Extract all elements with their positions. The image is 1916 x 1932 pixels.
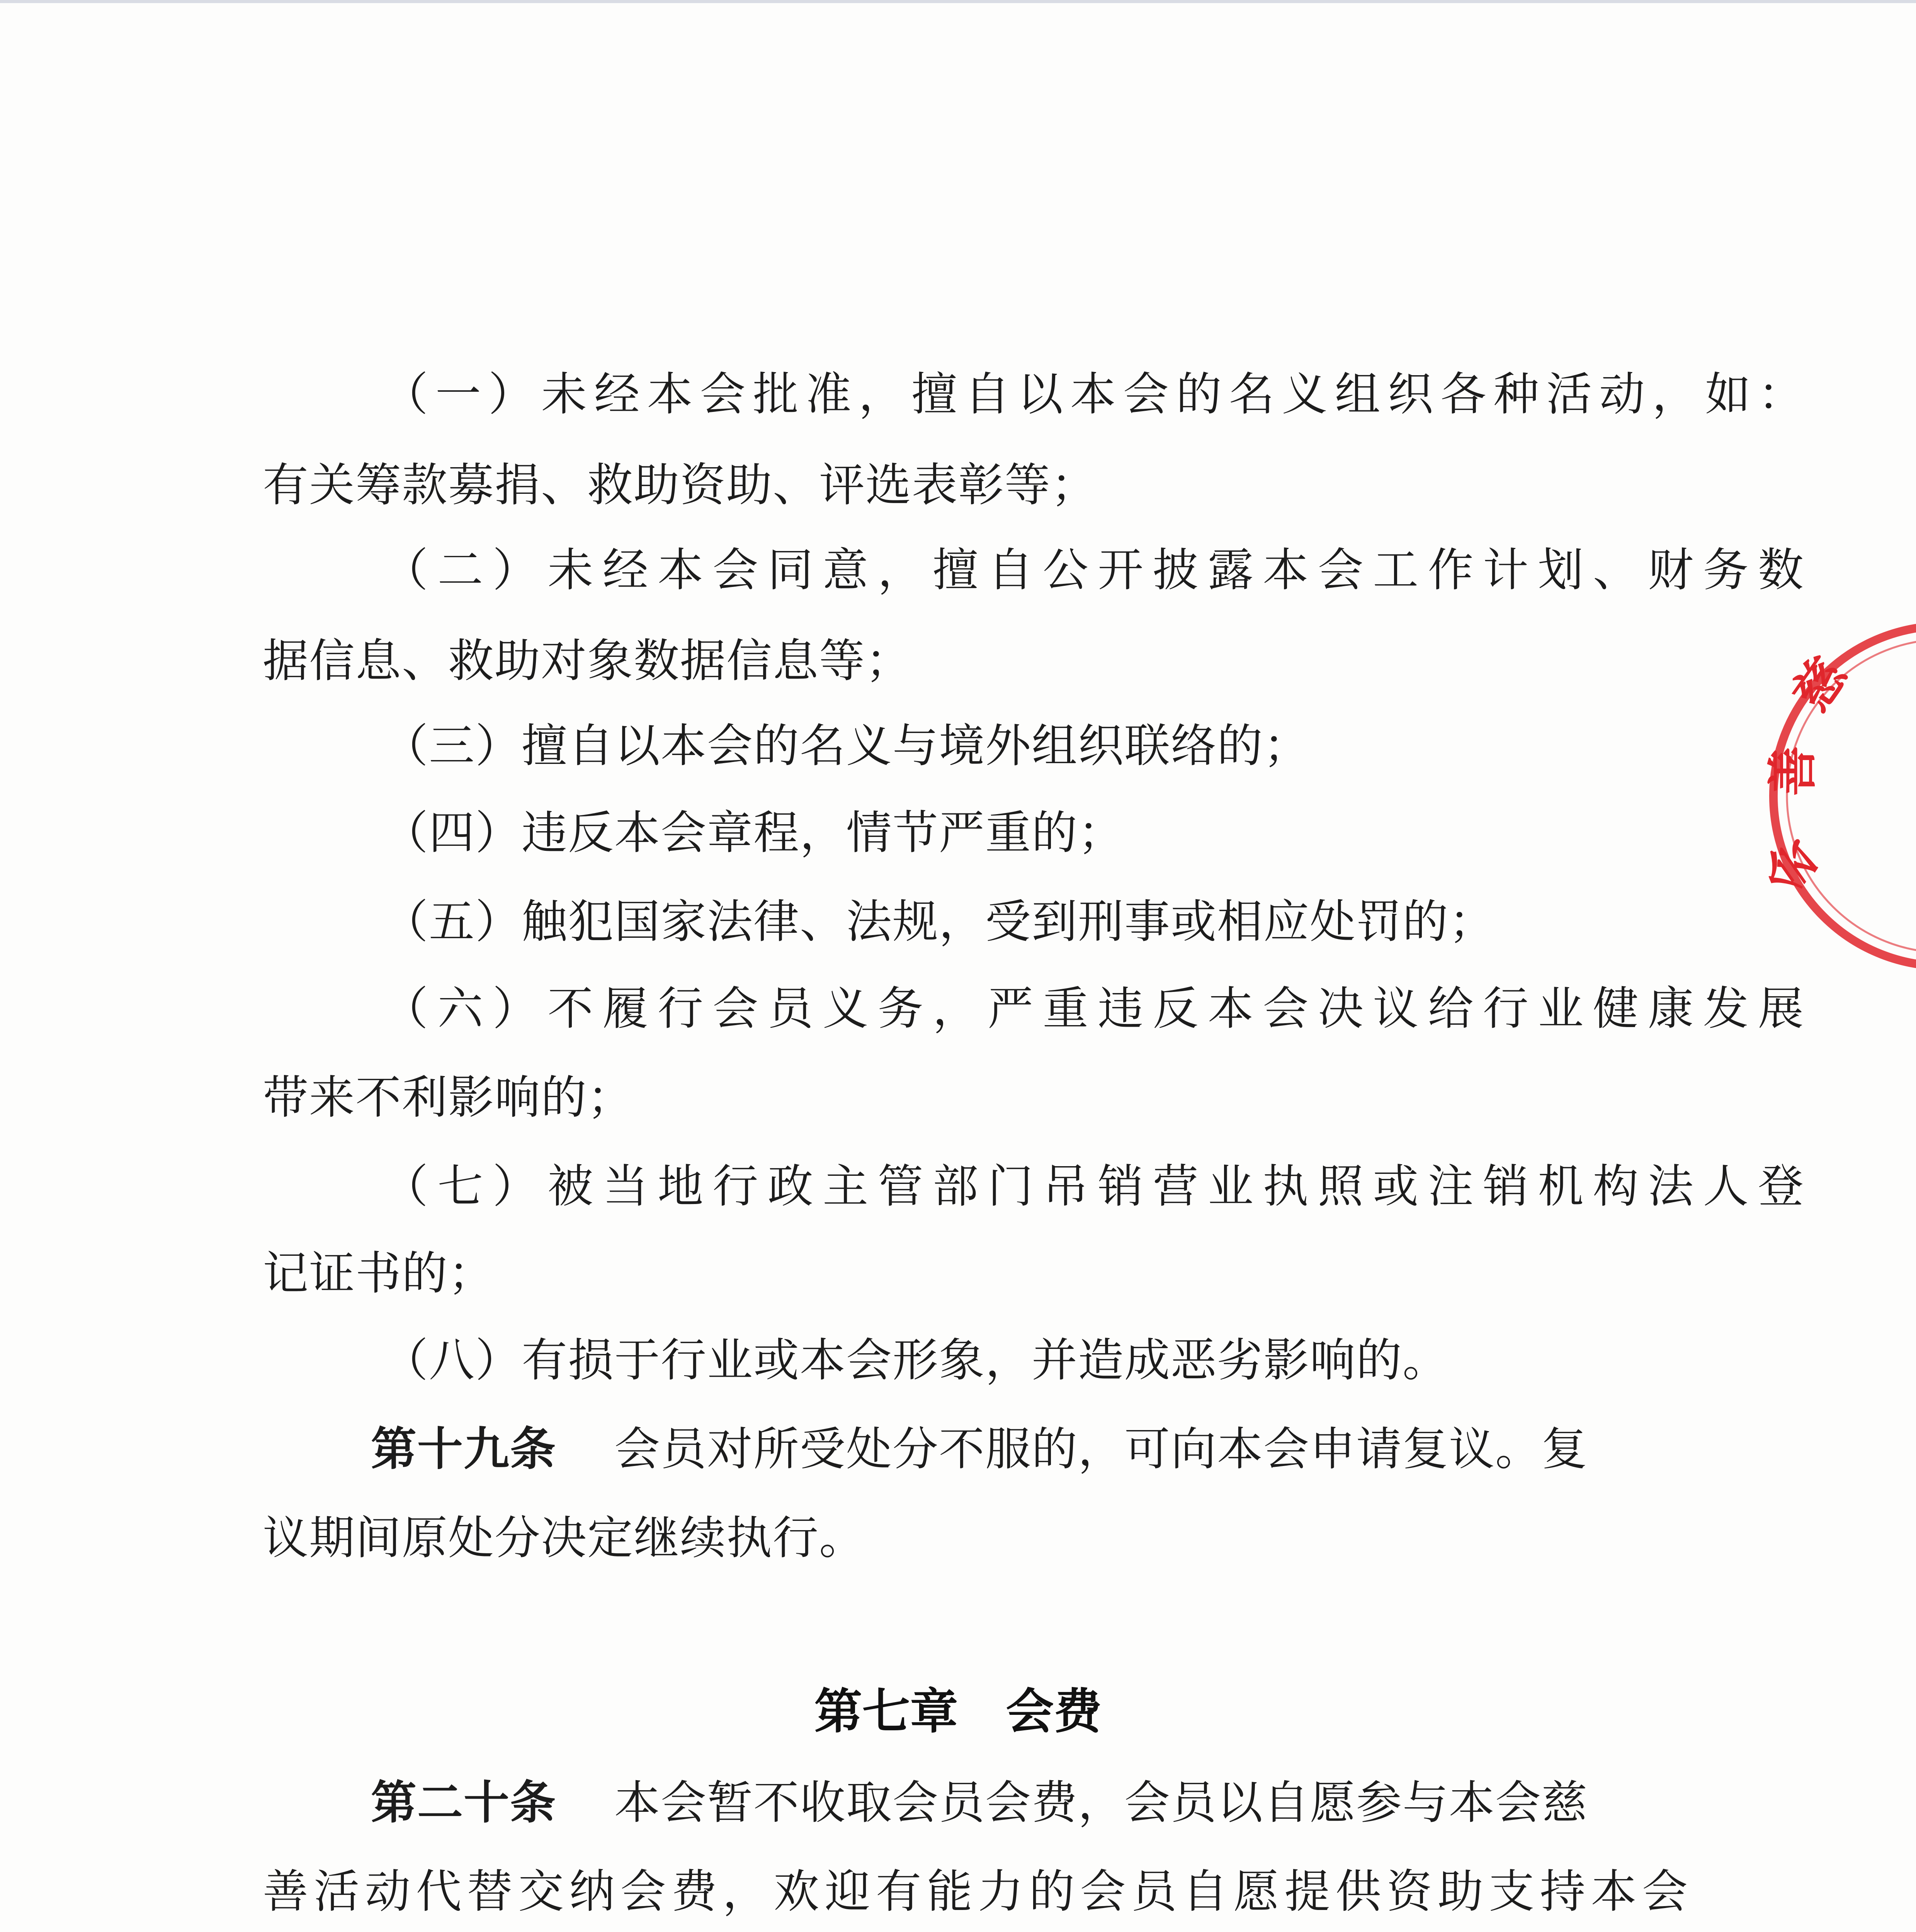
article-19-text: 会员对所受处分不服的，可向本会申请复议。复	[614, 1422, 1588, 1476]
clause-3: （三）擅自以本会的名义与境外组织联络的；	[383, 719, 1310, 772]
article-19-label: 第十九条	[371, 1422, 557, 1476]
clause-5: （五）触犯国家法律、法规，受到刑事或相应处罚的；	[383, 895, 1496, 948]
clause-7-line-1: （七）被当地行政主管部门吊销营业执照或注销机构法人登	[383, 1160, 1804, 1213]
seal-character-3: 会	[1753, 829, 1830, 904]
seal-character-2: 善	[1763, 745, 1822, 796]
clause-6-line-1: （六）不履行会员义务，严重违反本会决议给行业健康发展	[383, 982, 1804, 1035]
clause-4: （四）违反本会章程，情节严重的；	[383, 806, 1125, 859]
clause-2-line-2: 据信息、救助对象数据信息等；	[263, 634, 912, 687]
article-20-text: 本会暂不收取会员会费，会员以自愿参与本会慈	[614, 1776, 1588, 1829]
article-20-line-2: 善活动代替交纳会费，欢迎有能力的会员自愿提供资助支持本会	[263, 1865, 1688, 1918]
article-20-line-1	[371, 1774, 1588, 1832]
clause-1-line-1: （一）未经本会批准，擅自以本会的名义组织各种活动，如：	[383, 367, 1804, 421]
clause-1-line-2: 有关筹款募捐、救助资助、评选表彰等；	[263, 458, 1098, 512]
clause-2-line-1: （二）未经本会同意，擅自公开披露本会工作计划、财务数	[383, 543, 1804, 597]
article-20-label: 第二十条	[371, 1776, 557, 1829]
official-seal-stamp	[1743, 603, 1916, 989]
clause-8: （八）有损于行业或本会形象，并造成恶劣影响的。	[383, 1333, 1449, 1387]
clause-7-line-2: 记证书的；	[263, 1247, 495, 1300]
chapter-heading: 第七章 会费	[814, 1684, 1102, 1740]
article-19-line-2: 议期间原处分决定继续执行。	[263, 1511, 866, 1565]
article-19-line-1	[371, 1420, 1588, 1478]
seal-character-1: 慈	[1781, 647, 1858, 722]
clause-6-line-2: 带来不利影响的；	[263, 1071, 634, 1124]
